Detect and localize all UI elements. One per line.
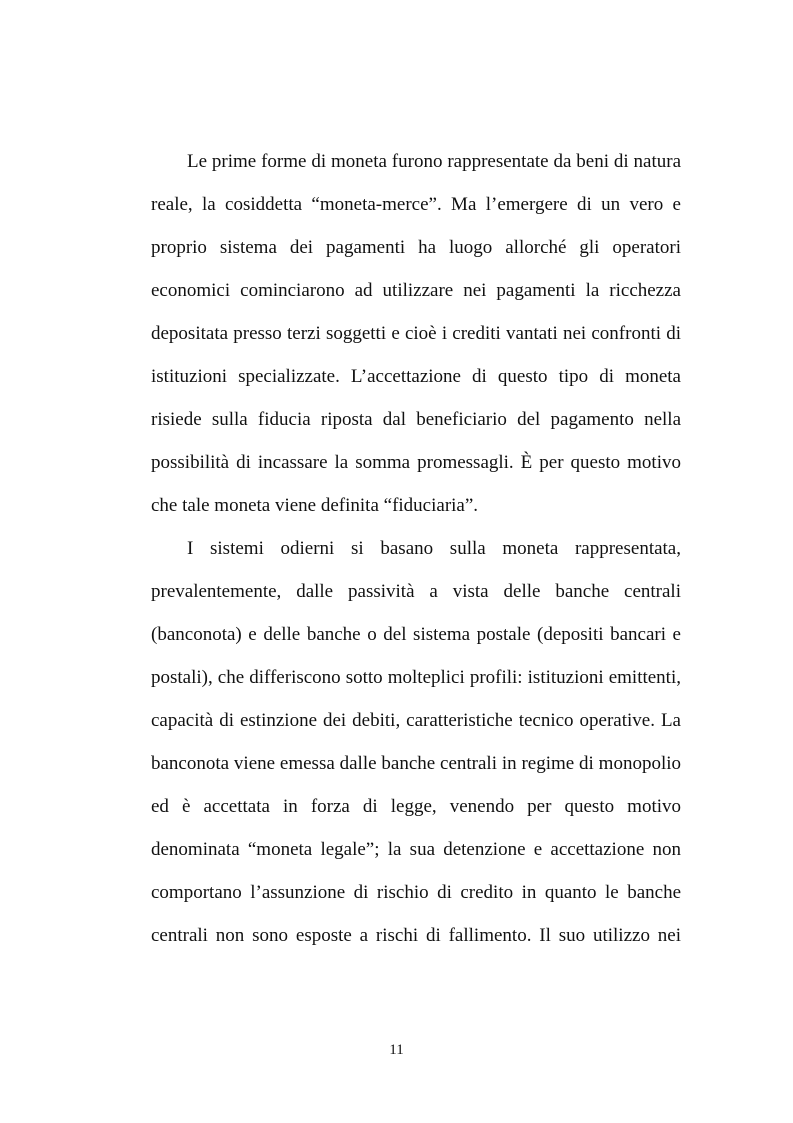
text-line: risiede sulla fiducia riposta dal beneficiario del pagamento nella bbox=[151, 409, 681, 430]
text-line: depositata presso terzi soggetti e cioè i crediti vantati nei confronti di bbox=[151, 323, 681, 344]
text-line: Le prime forme di moneta furono rappresentate da beni di natura bbox=[187, 151, 681, 172]
text-line: economici cominciarono ad utilizzare nei pagamenti la ricchezza bbox=[151, 280, 681, 301]
text-line: istituzioni specializzate. L’accettazione di questo tipo di moneta bbox=[151, 366, 681, 387]
text-line: possibilità di incassare la somma promessagli. È per questo motivo bbox=[151, 452, 681, 473]
text-line: ed è accettata in forza di legge, venendo per questo motivo bbox=[151, 796, 681, 817]
text-line: denominata “moneta legale”; la sua detenzione e accettazione non bbox=[151, 839, 681, 860]
text-line: capacità di estinzione dei debiti, caratteristiche tecnico operative. La bbox=[151, 710, 681, 731]
text-line: prevalentemente, dalle passività a vista delle banche centrali bbox=[151, 581, 681, 602]
text-line: (banconota) e delle banche o del sistema postale (depositi bancari e bbox=[151, 624, 681, 645]
text-line: I sistemi odierni si basano sulla moneta rappresentata, bbox=[187, 538, 681, 559]
text-line: centrali non sono esposte a rischi di fallimento. Il suo utilizzo nei bbox=[151, 925, 681, 946]
text-line: postali), che differiscono sotto molteplici profili: istituzioni emittenti, bbox=[151, 667, 681, 688]
text-line: che tale moneta viene definita “fiduciaria”. bbox=[151, 495, 479, 516]
text-line: proprio sistema dei pagamenti ha luogo allorché gli operatori bbox=[151, 237, 681, 258]
text-line: banconota viene emessa dalle banche centrali in regime di monopolio bbox=[151, 753, 681, 774]
page-number: 11 bbox=[389, 1042, 404, 1058]
text-line: comportano l’assunzione di rischio di credito in quanto le banche bbox=[151, 882, 681, 903]
text-line: reale, la cosiddetta “moneta-merce”. Ma l’emergere di un vero e bbox=[151, 194, 681, 215]
